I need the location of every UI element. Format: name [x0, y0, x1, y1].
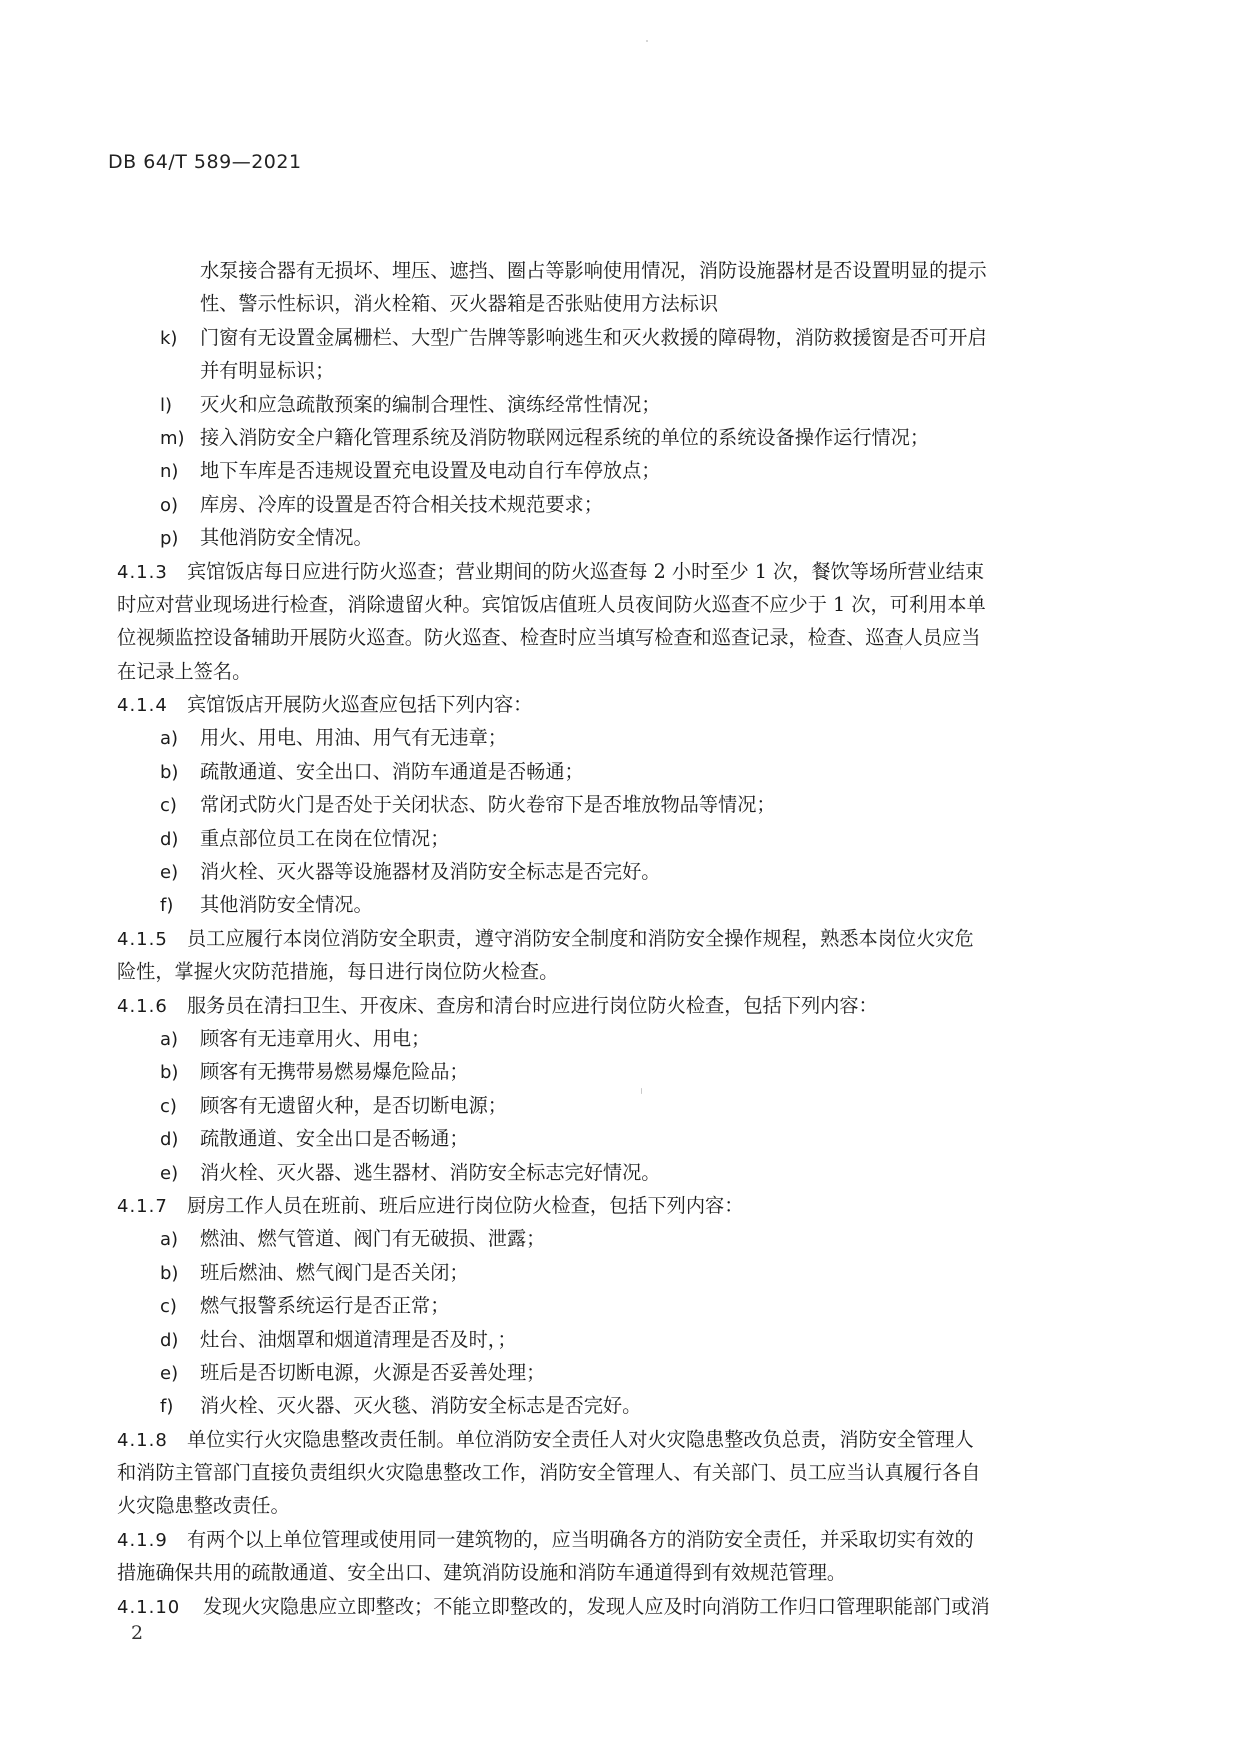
- list-label: k): [160, 327, 178, 349]
- clause-line: 险性，掌握火灾防范措施，每日进行岗位防火检查。: [117, 960, 559, 984]
- list-text: 顾客有无违章用火、用电；: [200, 1026, 431, 1050]
- list-item: [117, 1156, 1117, 1189]
- list-label: e): [160, 1362, 179, 1384]
- clause-number: 4.1.9: [117, 1529, 168, 1551]
- list-text: 疏散通道、安全出口是否畅通；: [200, 1127, 469, 1151]
- list-text: 灶台、油烟罩和烟道清理是否及时，；: [200, 1327, 517, 1351]
- list-item: [117, 1122, 1117, 1155]
- clause-4-1-9: [117, 1523, 1117, 1556]
- clause-number: 4.1.10: [117, 1596, 181, 1618]
- list-item: [117, 888, 1117, 921]
- scan-speck: [646, 40, 648, 42]
- list-item: [117, 1256, 1117, 1289]
- list-item: [117, 822, 1117, 855]
- list-label: p): [160, 528, 179, 550]
- list-item: [117, 855, 1117, 888]
- list-label: b): [160, 1262, 179, 1284]
- list-label: a): [160, 728, 179, 750]
- list-text: 地下车库是否违规设置充电设置及电动自行车停放点；: [200, 459, 661, 483]
- clause-line: 措施确保共用的疏散通道、安全出口、建筑消防设施和消防车通道得到有效规范管理。: [117, 1561, 847, 1585]
- clause-text: 有两个以上单位管理或使用同一建筑物的，应当明确各方的消防安全责任，并采取切实有效的: [187, 1527, 974, 1551]
- clause-line: 位视频监控设备辅助开展防火巡查。防火巡查、检查时应当填写检查和巡查记录，检查、巡查人员应当: [117, 626, 981, 650]
- list-text: 顾客有无携带易燃易爆危险品；: [200, 1060, 469, 1084]
- list-label: a): [160, 1028, 179, 1050]
- list-label: c): [160, 1095, 177, 1117]
- list-text: 燃油、燃气管道、阀门有无破损、泄露；: [200, 1227, 546, 1251]
- clause-4-1-10: [117, 1590, 1117, 1623]
- list-text: 其他消防安全情况。: [200, 526, 373, 550]
- list-item: [117, 1289, 1117, 1322]
- list-item-p: [117, 521, 1117, 554]
- clause-line: 时应对营业现场进行检查，消除遗留火种。宾馆饭店值班人员夜间防火巡查不应少于 1 次，可利用本单: [117, 592, 986, 616]
- list-item: [117, 1389, 1117, 1422]
- list-item-o: [117, 488, 1117, 521]
- clause-text: 单位实行火灾隐患整改责任制。单位消防安全责任人对火灾隐患整改负总责，消防安全管理人: [187, 1427, 974, 1451]
- list-label: n): [160, 461, 179, 483]
- list-label: l): [160, 394, 173, 416]
- clause-4-1-3: [117, 555, 1117, 588]
- document-body: [117, 254, 1117, 1623]
- list-item: [117, 1356, 1117, 1389]
- list-text: 重点部位员工在岗在位情况；: [200, 826, 450, 850]
- clause-4-1-8: [117, 1423, 1117, 1456]
- clause-text: 厨房工作人员在班前、班后应进行岗位防火检查，包括下列内容：: [187, 1193, 744, 1217]
- list-label: o): [160, 494, 179, 516]
- list-label: f): [160, 1396, 174, 1418]
- list-label: b): [160, 761, 179, 783]
- list-item: [117, 755, 1117, 788]
- continuation-line: 水泵接合器有无损坏、埋压、遮挡、圈占等影响使用情况，消防设施器材是否设置明显的提示: [200, 259, 987, 282]
- clause-text: 宾馆饭店开展防火巡查应包括下列内容：: [187, 693, 533, 717]
- list-text: 疏散通道、安全出口、消防车通道是否畅通；: [200, 759, 584, 783]
- continuation-line: 性、警示性标识，消火栓箱、灭火器箱是否张贴使用方法标识: [200, 292, 719, 316]
- clause-number: 4.1.8: [117, 1429, 168, 1451]
- list-label: e): [160, 1162, 179, 1184]
- list-item-m: [117, 421, 1117, 454]
- list-text: 库房、冷库的设置是否符合相关技术规范要求；: [200, 492, 603, 516]
- list-label: d): [160, 1129, 179, 1151]
- clause-4-1-6: [117, 989, 1117, 1022]
- list-text: 门窗有无设置金属栅栏、大型广告牌等影响逃生和灭火救援的障碍物，消防救援窗是否可开启: [200, 325, 987, 349]
- clause-line: 火灾隐患整改责任。: [117, 1494, 290, 1518]
- clause-text: 员工应履行本岗位消防安全职责，遵守消防安全制度和消防安全操作规程，熟悉本岗位火灾危: [187, 926, 974, 950]
- clause-number: 4.1.7: [117, 1195, 168, 1217]
- list-label: c): [160, 795, 177, 817]
- clause-line: 在记录上签名。: [117, 659, 252, 683]
- list-item: [117, 1323, 1117, 1356]
- list-text: 消火栓、灭火器、灭火毯、消防安全标志是否完好。: [200, 1394, 642, 1418]
- list-text: 用火、用电、用油、用气有无违章；: [200, 726, 507, 750]
- list-item: [117, 1022, 1117, 1055]
- list-label: e): [160, 862, 179, 884]
- list-item: [117, 1055, 1117, 1088]
- list-item-n: [117, 454, 1117, 487]
- list-item-k: [117, 321, 1117, 354]
- clause-4-1-7: [117, 1189, 1117, 1222]
- clause-number: 4.1.5: [117, 928, 168, 950]
- list-label: a): [160, 1229, 179, 1251]
- list-item: [117, 1089, 1117, 1122]
- list-label: m): [160, 427, 185, 449]
- clause-text: 服务员在清扫卫生、开夜床、查房和清台时应进行岗位防火检查，包括下列内容：: [187, 993, 878, 1017]
- list-item: [117, 788, 1117, 821]
- list-item: [117, 1222, 1117, 1255]
- page-number: 2: [131, 1622, 144, 1644]
- list-label: f): [160, 895, 174, 917]
- clause-number: 4.1.3: [117, 561, 168, 583]
- list-text: 消火栓、灭火器等设施器材及消防安全标志是否完好。: [200, 860, 661, 884]
- clause-number: 4.1.4: [117, 695, 168, 717]
- list-label: b): [160, 1062, 179, 1084]
- list-item: [117, 721, 1117, 754]
- clause-4-1-4: [117, 688, 1117, 721]
- clause-text: 发现火灾隐患应立即整改；不能立即整改的，发现人应及时向消防工作归口管理职能部门或消: [203, 1594, 990, 1618]
- clause-line: 和消防主管部门直接负责组织火灾隐患整改工作，消防安全管理人、有关部门、员工应当认真履行各自: [117, 1461, 981, 1485]
- list-text: 班后燃油、燃气阀门是否关闭；: [200, 1260, 469, 1284]
- clause-4-1-5: [117, 922, 1117, 955]
- list-text: 接入消防安全户籍化管理系统及消防物联网远程系统的单位的系统设备操作运行情况；: [200, 425, 930, 449]
- list-text: 燃气报警系统运行是否正常；: [200, 1294, 450, 1318]
- list-text: 消火栓、灭火器、逃生器材、消防安全标志完好情况。: [200, 1160, 661, 1184]
- clause-number: 4.1.6: [117, 995, 168, 1017]
- list-label: c): [160, 1296, 177, 1318]
- list-label: d): [160, 828, 179, 850]
- list-text: 顾客有无遗留火种，是否切断电源；: [200, 1093, 507, 1117]
- list-text: 班后是否切断电源，火源是否妥善处理；: [200, 1360, 546, 1384]
- document-code: DB 64/T 589—2021: [108, 151, 302, 173]
- list-text: 常闭式防火门是否处于关闭状态、防火卷帘下是否堆放物品等情况；: [200, 793, 776, 817]
- clause-text: 宾馆饭店每日应进行防火巡查；营业期间的防火巡查每 2 小时至少 1 次，餐饮等场所营业结束: [187, 559, 985, 583]
- list-label: d): [160, 1329, 179, 1351]
- list-item-l: [117, 388, 1117, 421]
- list-text: 其他消防安全情况。: [200, 893, 373, 917]
- list-item-k-cont: 并有明显标识；: [200, 359, 335, 383]
- list-text: 灭火和应急疏散预案的编制合理性、演练经常性情况；: [200, 392, 661, 416]
